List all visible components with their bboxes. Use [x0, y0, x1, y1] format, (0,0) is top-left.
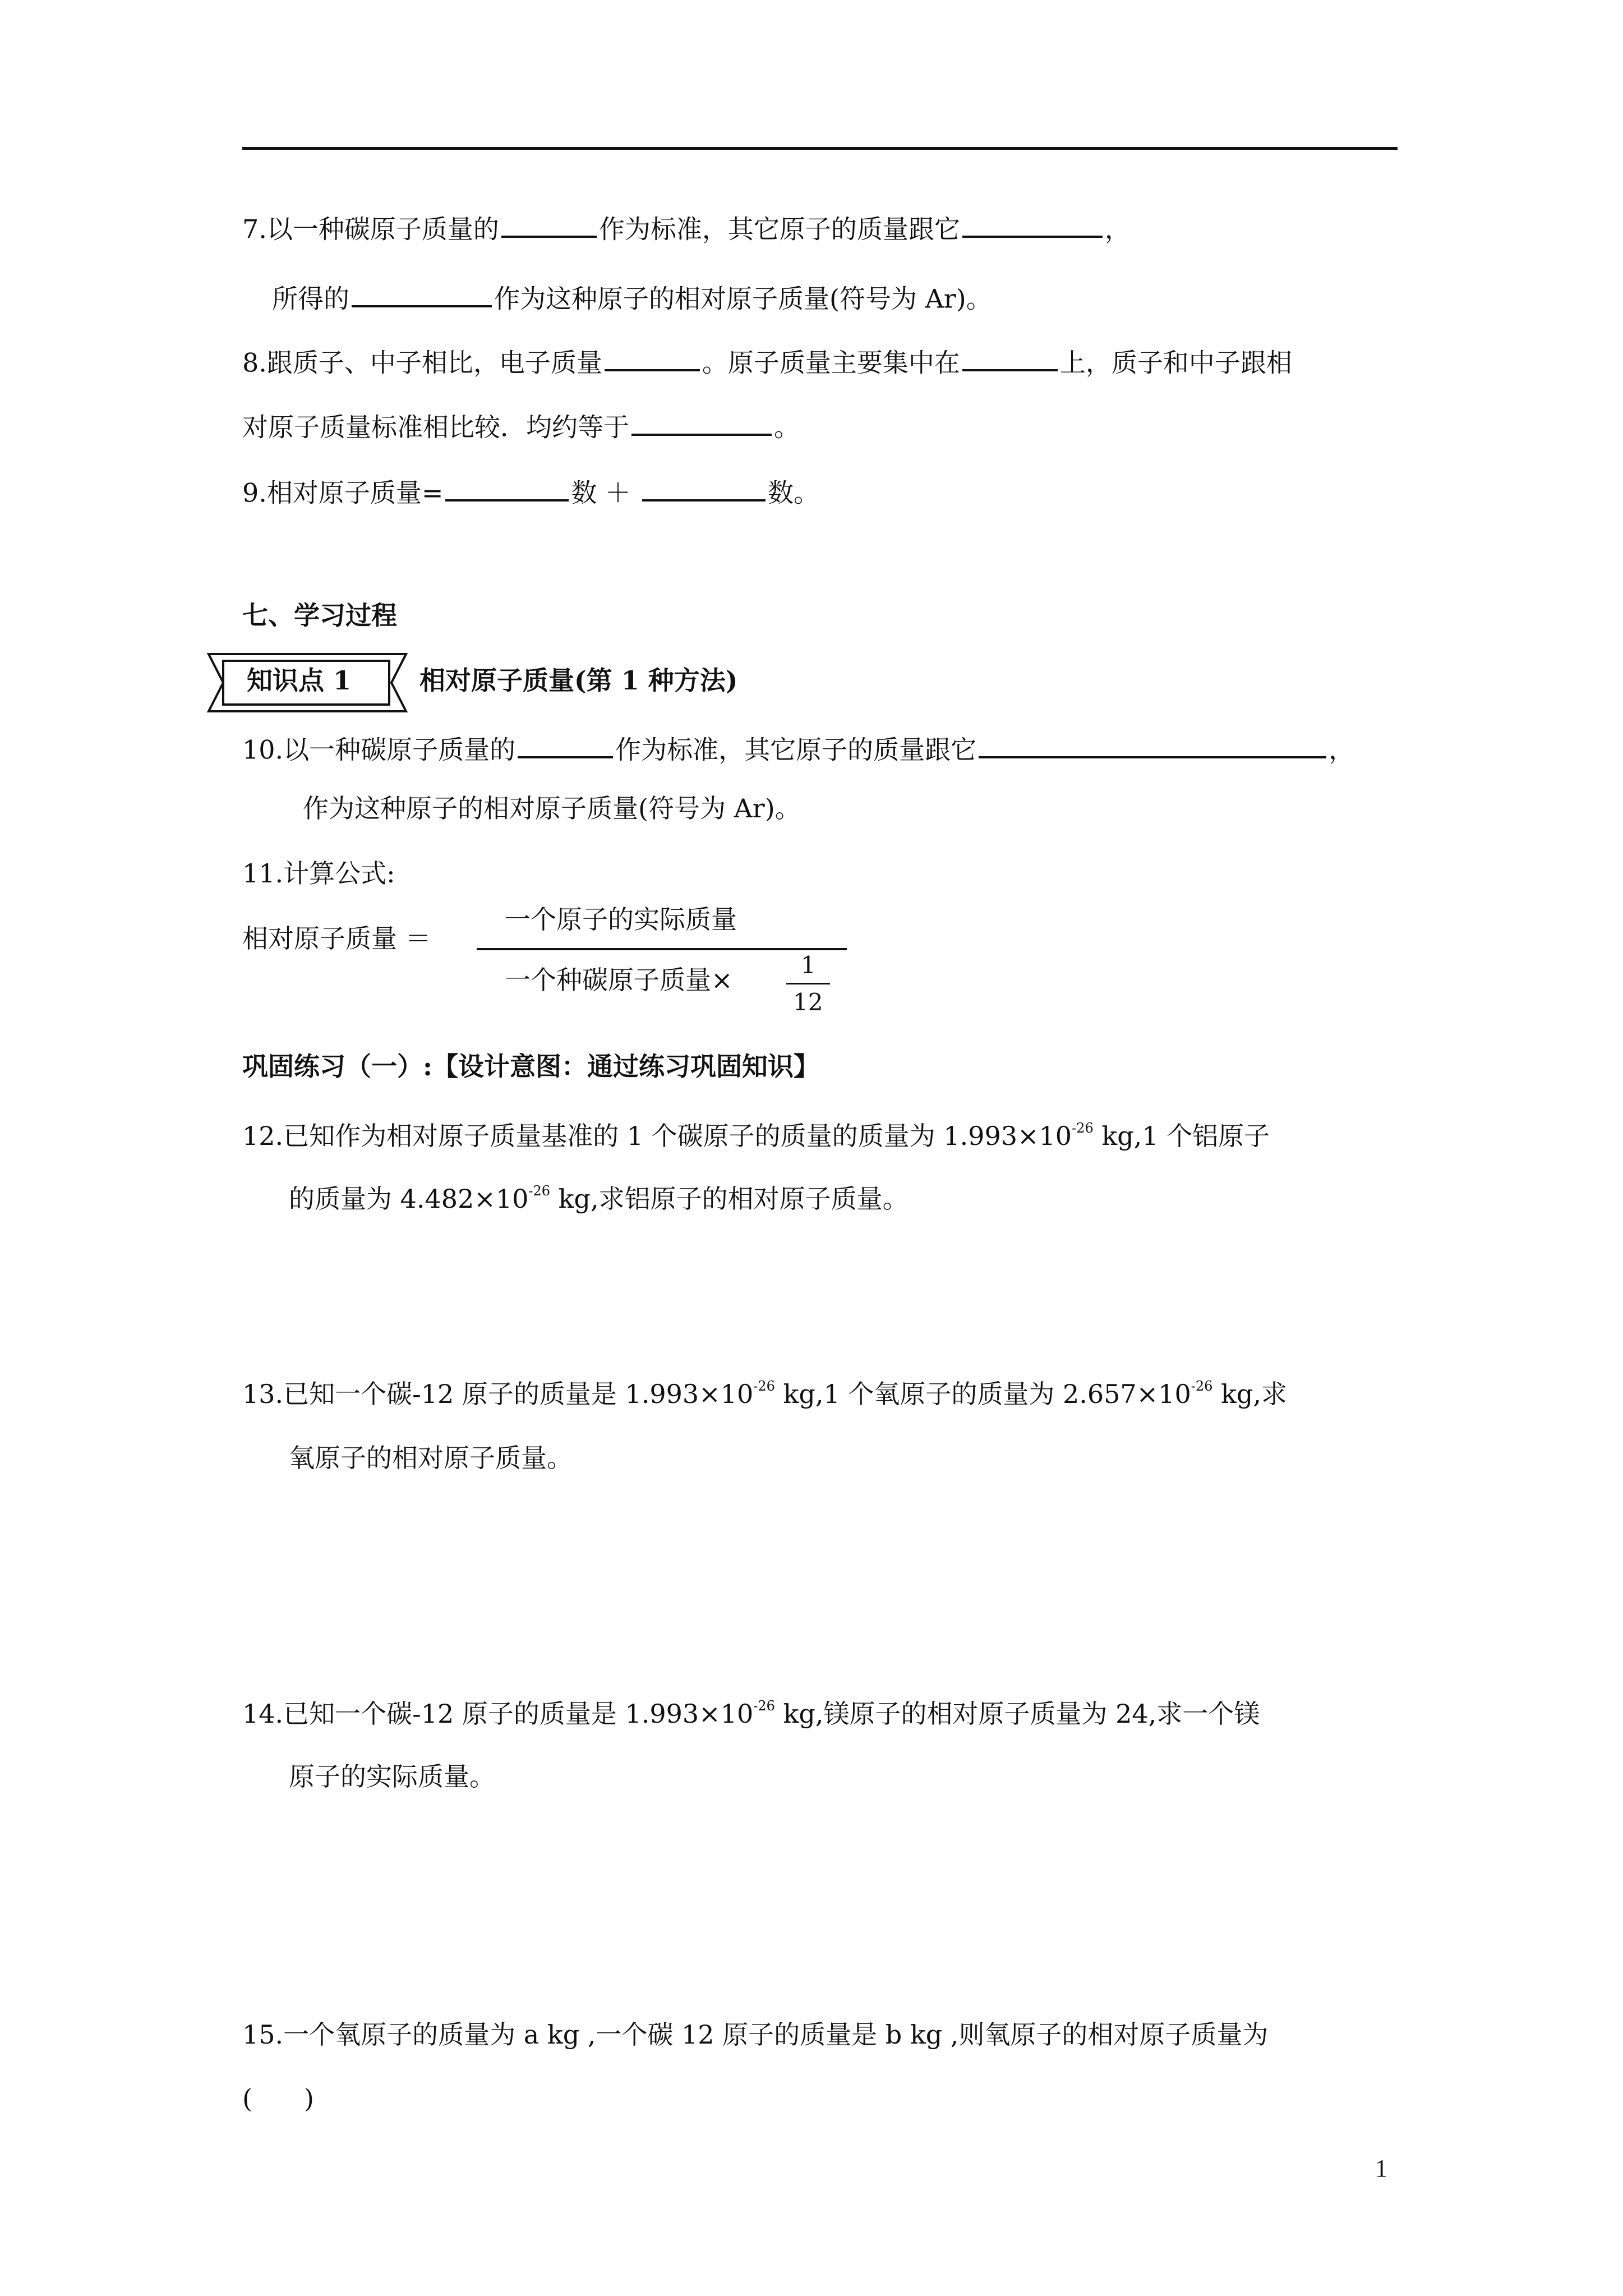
question-7-line-2 — [272, 278, 992, 314]
q12-exponent-1: -26 — [1072, 1120, 1094, 1136]
q7-blank-2[interactable] — [962, 209, 1103, 238]
q9-text-a: 9.相对原子质量= — [242, 477, 444, 508]
q8-text-a: 8.跟质子、中子相比，电子质量 — [242, 347, 602, 378]
question-8-line-2 — [242, 407, 800, 443]
q9-blank-1[interactable] — [445, 472, 569, 501]
small-fraction-bar — [786, 983, 830, 984]
q13-text-a: 13.已知一个碳-12 原子的质量是 1.993×10 — [242, 1379, 754, 1409]
q9-text-b: 数 ＋ — [571, 477, 631, 508]
formula-numerator: 一个原子的实际质量 — [505, 904, 737, 935]
q10-blank-2[interactable] — [979, 729, 1326, 758]
formula-fraction-bar — [477, 948, 847, 950]
q13-text-c: kg,求 — [1212, 1379, 1287, 1409]
page-number: 1 — [1375, 2155, 1387, 2182]
q12-text-d: kg,求铝原子的相对原子质量。 — [550, 1184, 909, 1214]
q12-text-c: 的质量为 4.482×10 — [289, 1184, 529, 1214]
q7-text-d: 所得的 — [272, 283, 349, 314]
question-8-line-1 — [242, 342, 1292, 378]
question-14-line-2: 原子的实际质量。 — [289, 1761, 495, 1792]
fraction-denominator-12: 12 — [793, 988, 823, 1016]
question-10-line-1 — [242, 729, 1354, 765]
q12-text-b: kg,1 个铝原子 — [1093, 1121, 1270, 1151]
q14-text-b: kg,镁原子的相对原子质量为 24,求一个镁 — [774, 1699, 1260, 1729]
q8-blank-3[interactable] — [631, 407, 772, 436]
practice-heading: 巩固练习（一）:【设计意图：通过练习巩固知识】 — [242, 1051, 819, 1082]
question-15-answer-bracket[interactable]: ( ) — [242, 2083, 314, 2114]
question-13-line-1 — [242, 1379, 1287, 1410]
q9-text-c: 数。 — [768, 477, 820, 508]
question-10-line-2: 作为这种原子的相对原子质量(符号为 Ar)。 — [303, 793, 801, 823]
q7-text-c: ， — [1104, 214, 1131, 245]
q7-text-e: 作为这种原子的相对原子质量(符号为 Ar)。 — [494, 283, 992, 314]
q12-exponent-2: -26 — [528, 1183, 551, 1199]
q7-text-a: 7.以一种碳原子质量的 — [242, 214, 499, 245]
q9-blank-2[interactable] — [642, 472, 766, 501]
question-15-line-1: 15.一个氧原子的质量为 a kg ,一个碳 12 原子的质量是 b kg ,则氧原子的相对原子质量为 — [242, 2019, 1269, 2050]
q8-blank-1[interactable] — [605, 342, 700, 371]
q10-text-a: 10.以一种碳原子质量的 — [242, 734, 516, 765]
q7-blank-1[interactable] — [501, 209, 597, 238]
header-rule — [242, 147, 1398, 150]
question-7-line-1 — [242, 209, 1131, 245]
q13-text-b: kg,1 个氧原子的质量为 2.657×10 — [774, 1379, 1191, 1409]
fraction-numerator-1: 1 — [801, 951, 816, 979]
q8-text-c: 上，质子和中子跟相 — [1059, 347, 1292, 378]
q12-text-a: 12.已知作为相对原子质量基准的 1 个碳原子的质量的质量为 1.993×10 — [242, 1121, 1072, 1151]
q8-text-b: 。原子质量主要集中在 — [702, 347, 960, 378]
answer-space-12[interactable] — [242, 1217, 1398, 1363]
question-14-line-1 — [242, 1699, 1260, 1729]
q13-exponent-2: -26 — [1191, 1378, 1213, 1394]
formula-denominator: 一个种碳原子质量× — [505, 965, 733, 995]
q10-text-b: 作为标准，其它原子的质量跟它 — [615, 734, 977, 765]
formula-lhs: 相对原子质量 ＝ — [242, 923, 431, 954]
q8-text-e: 。 — [774, 412, 800, 443]
q8-text-d: 对原子质量标准相比较．均约等于 — [242, 412, 629, 443]
q10-blank-1[interactable] — [518, 729, 613, 758]
q8-blank-2[interactable] — [962, 342, 1058, 371]
question-12-line-1 — [242, 1121, 1270, 1152]
section-heading: 七、学习过程 — [242, 600, 397, 631]
q10-text-c: ， — [1329, 734, 1355, 765]
question-11-label: 11.计算公式: — [242, 858, 395, 889]
knowledge-point-badge: 知识点 1 — [247, 665, 352, 696]
question-12-line-2 — [289, 1184, 909, 1214]
q7-text-b: 作为标准，其它原子的质量跟它 — [598, 214, 960, 245]
question-13-line-2: 氧原子的相对原子质量。 — [289, 1443, 573, 1473]
q7-blank-3[interactable] — [352, 278, 492, 307]
answer-space-14[interactable] — [242, 1801, 1398, 1991]
q14-exponent: -26 — [753, 1698, 775, 1714]
answer-space-13[interactable] — [242, 1481, 1398, 1672]
knowledge-point-title: 相对原子质量(第 1 种方法) — [419, 665, 738, 696]
q13-exponent-1: -26 — [753, 1378, 775, 1394]
question-9 — [242, 472, 819, 508]
q14-text-a: 14.已知一个碳-12 原子的质量是 1.993×10 — [242, 1699, 754, 1729]
